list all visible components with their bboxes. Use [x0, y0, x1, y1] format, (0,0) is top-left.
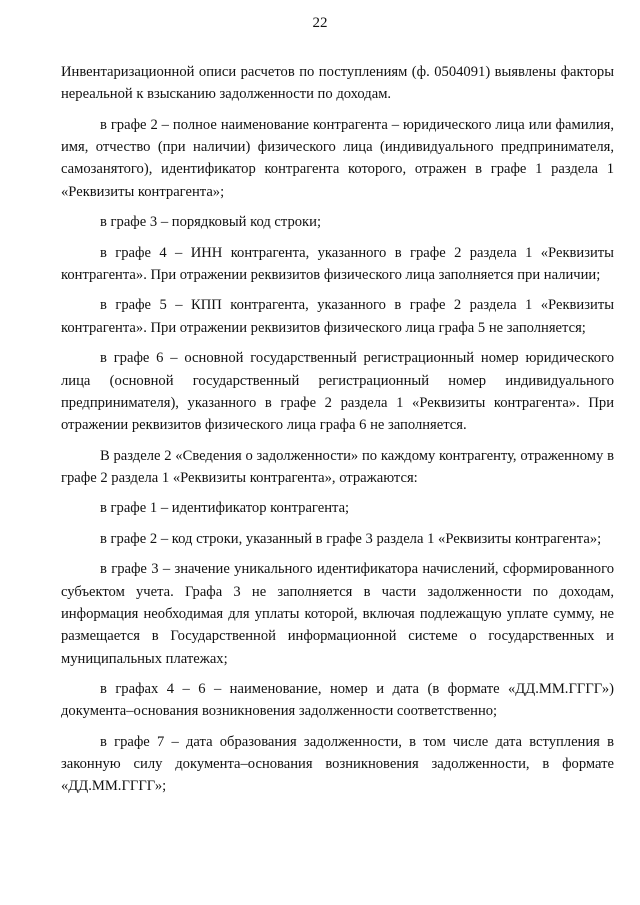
- paragraph: в графе 1 – идентификатор контрагента;: [100, 500, 350, 517]
- paragraph: в графе 7 – дата образования задолженности, в том числе дата вступления в законную силу документа–основания возникновения задолженности, в формате «ДД.ММ.ГГГГ»;: [61, 733, 614, 795]
- paragraph: в графе 6 – основной государственный регистрационный номер юридического лица (основной государственный регистрационный номер индивидуального предпринимателя), указанного в графе 2 раздела 1 «Реквизиты контрагента». При отражении реквизитов физического лица графа 6 не заполняется.: [61, 350, 614, 434]
- paragraph: в графе 3 – порядковый код строки;: [100, 214, 321, 231]
- paragraph: в графе 2 – полное наименование контрагента – юридического лица или фамилия, имя, отчество (при наличии) физического лица (индивидуального предпринимателя, самозанятого), идентификатор контрагента которого, отражен в графе 1 раздела 1 «Реквизиты контрагента»;: [61, 116, 614, 200]
- paragraph: Инвентаризационной описи расчетов по поступлениям (ф. 0504091) выявлены факторы нереальной к взысканию задолженности по доходам.: [61, 64, 614, 103]
- paragraph: в графах 4 – 6 – наименование, номер и дата (в формате «ДД.ММ.ГГГГ») документа–основания возникновения задолженности соответственно;: [61, 681, 614, 720]
- paragraph: в графе 5 – КПП контрагента, указанного в графе 2 раздела 1 «Реквизиты контрагента». При отражении реквизитов физического лица графа 5 не заполняется;: [61, 297, 614, 336]
- paragraph: в графе 3 – значение уникального идентификатора начислений, сформированного субъектом учета. Графа 3 не заполняется в части задолженности по доходам, информация необходимая для уплаты которой, включая подлежащую уплате сумму, не размещается в Государственной информационной системе о государственных и муниципальных платежах;: [61, 561, 614, 667]
- paragraph: в графе 2 – код строки, указанный в графе 3 раздела 1 «Реквизиты контрагента»;: [100, 530, 602, 547]
- document-body: [61, 61, 614, 806]
- paragraph: в графе 4 – ИНН контрагента, указанного в графе 2 раздела 1 «Реквизиты контрагента». При отражении реквизитов физического лица заполняется при наличии;: [61, 244, 614, 283]
- paragraph: В разделе 2 «Сведения о задолженности» по каждому контрагенту, отраженному в графе 2 раздела 1 «Реквизиты контрагента», отражаются:: [61, 447, 614, 486]
- page-number: 22: [312, 15, 328, 31]
